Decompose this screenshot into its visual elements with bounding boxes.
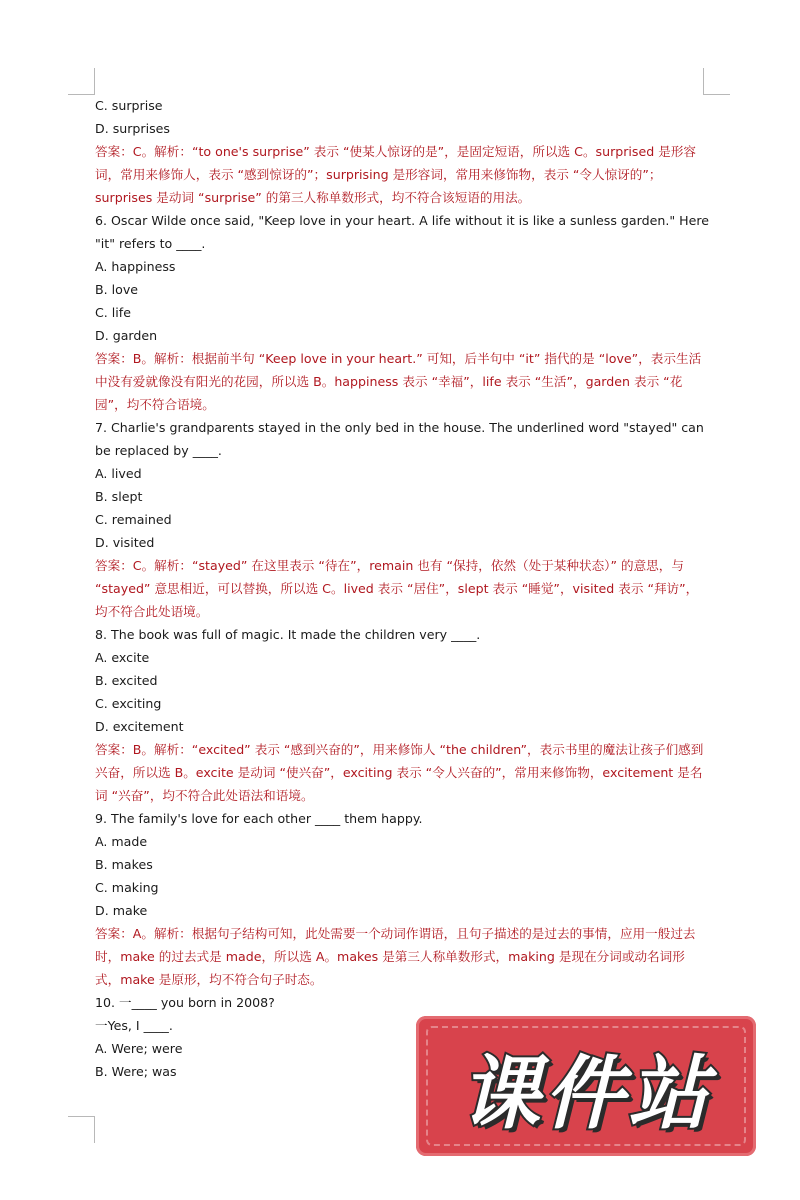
question-line: B. Were; was bbox=[95, 1064, 177, 1079]
question-line: A. lived bbox=[95, 466, 142, 481]
document-body bbox=[95, 94, 707, 1083]
question-line: 6. Oscar Wilde once said, "Keep love in your heart. A life without it is like a sunless garden." Here bbox=[95, 213, 709, 228]
watermark-stamp bbox=[416, 1016, 756, 1156]
question-line: D. excitement bbox=[95, 719, 184, 734]
question-line: 一Yes, I ____. bbox=[95, 1018, 173, 1033]
question-line: A. Were; were bbox=[95, 1041, 183, 1056]
watermark-text: 课件站 bbox=[460, 1046, 712, 1140]
question-line: A. excite bbox=[95, 650, 150, 665]
question-line: C. making bbox=[95, 880, 159, 895]
answer-explanation: 答案：A。解析：根据句子结构可知，此处需要一个动词作谓语，且句子描述的是过去的事情，应用一般过去时，make 的过去式是 made，所以选 A。makes 是第三人称单数形式，making 是现在分词或动名词形式，make 是原形，均不符合句子时态。 bbox=[95, 926, 696, 987]
question-line: A. happiness bbox=[95, 259, 176, 274]
question-line: B. slept bbox=[95, 489, 143, 504]
question-line: 8. The book was full of magic. It made the children very ____. bbox=[95, 627, 481, 642]
answer-explanation: 答案：B。解析：“excited” 表示 “感到兴奋的”，用来修饰人 “the children”，表示书里的魔法让孩子们感到兴奋，所以选 B。excite 是动词 “使兴奋”，exciting 表示 “令人兴奋的”，常用来修饰物，excitement 是名词 “兴奋”，均不符合此处语法和语境。 bbox=[95, 742, 704, 803]
question-line: A. made bbox=[95, 834, 148, 849]
page-corner-mark-bottom-left bbox=[68, 1116, 95, 1143]
question-line: "it" refers to ____. bbox=[95, 236, 206, 251]
answer-explanation: 答案：C。解析：“to one's surprise” 表示 “使某人惊讶的是”，是固定短语，所以选 C。surprised 是形容词，常用来修饰人，表示 “感到惊讶的”；surprising 是形容词，常用来修饰物，表示 “令人惊讶的”；surprises 是动词 “surprise” 的第三人称单数形式，均不符合该短语的用法。 bbox=[95, 144, 697, 205]
question-line: 9. The family's love for each other ____ them happy. bbox=[95, 811, 423, 826]
question-line: D. visited bbox=[95, 535, 155, 550]
question-line: C. exciting bbox=[95, 696, 162, 711]
question-line: D. surprises bbox=[95, 121, 170, 136]
page-corner-mark-top-left bbox=[68, 68, 95, 95]
question-line: 7. Charlie's grandparents stayed in the only bed in the house. The underlined word "stayed" can bbox=[95, 420, 704, 435]
question-line: D. garden bbox=[95, 328, 158, 343]
question-line: 10. 一____ you born in 2008? bbox=[95, 995, 275, 1010]
question-line: be replaced by ____. bbox=[95, 443, 222, 458]
question-line: B. excited bbox=[95, 673, 158, 688]
question-line: B. makes bbox=[95, 857, 153, 872]
question-line: C. remained bbox=[95, 512, 172, 527]
page-corner-mark-top-right bbox=[703, 68, 730, 95]
question-line: C. life bbox=[95, 305, 131, 320]
answer-explanation: 答案：B。解析：根据前半句 “Keep love in your heart.” 可知，后半句中 “it” 指代的是 “love”，表示生活中没有爱就像没有阳光的花园，所以选 B。happiness 表示 “幸福”，life 表示 “生活”，garden 表示 “花园”，均不符合语境。 bbox=[95, 351, 702, 412]
question-line: B. love bbox=[95, 282, 139, 297]
answer-explanation: 答案：C。解析：“stayed” 在这里表示 “待在”，remain 也有 “保持，依然（处于某种状态）” 的意思，与 “stayed” 意思相近，可以替换，所以选 C。lived 表示 “居住”，slept 表示 “睡觉”，visited 表示 “拜访”，均不符合此处语境。 bbox=[95, 558, 699, 619]
question-line: C. surprise bbox=[95, 98, 163, 113]
question-line: D. make bbox=[95, 903, 148, 918]
